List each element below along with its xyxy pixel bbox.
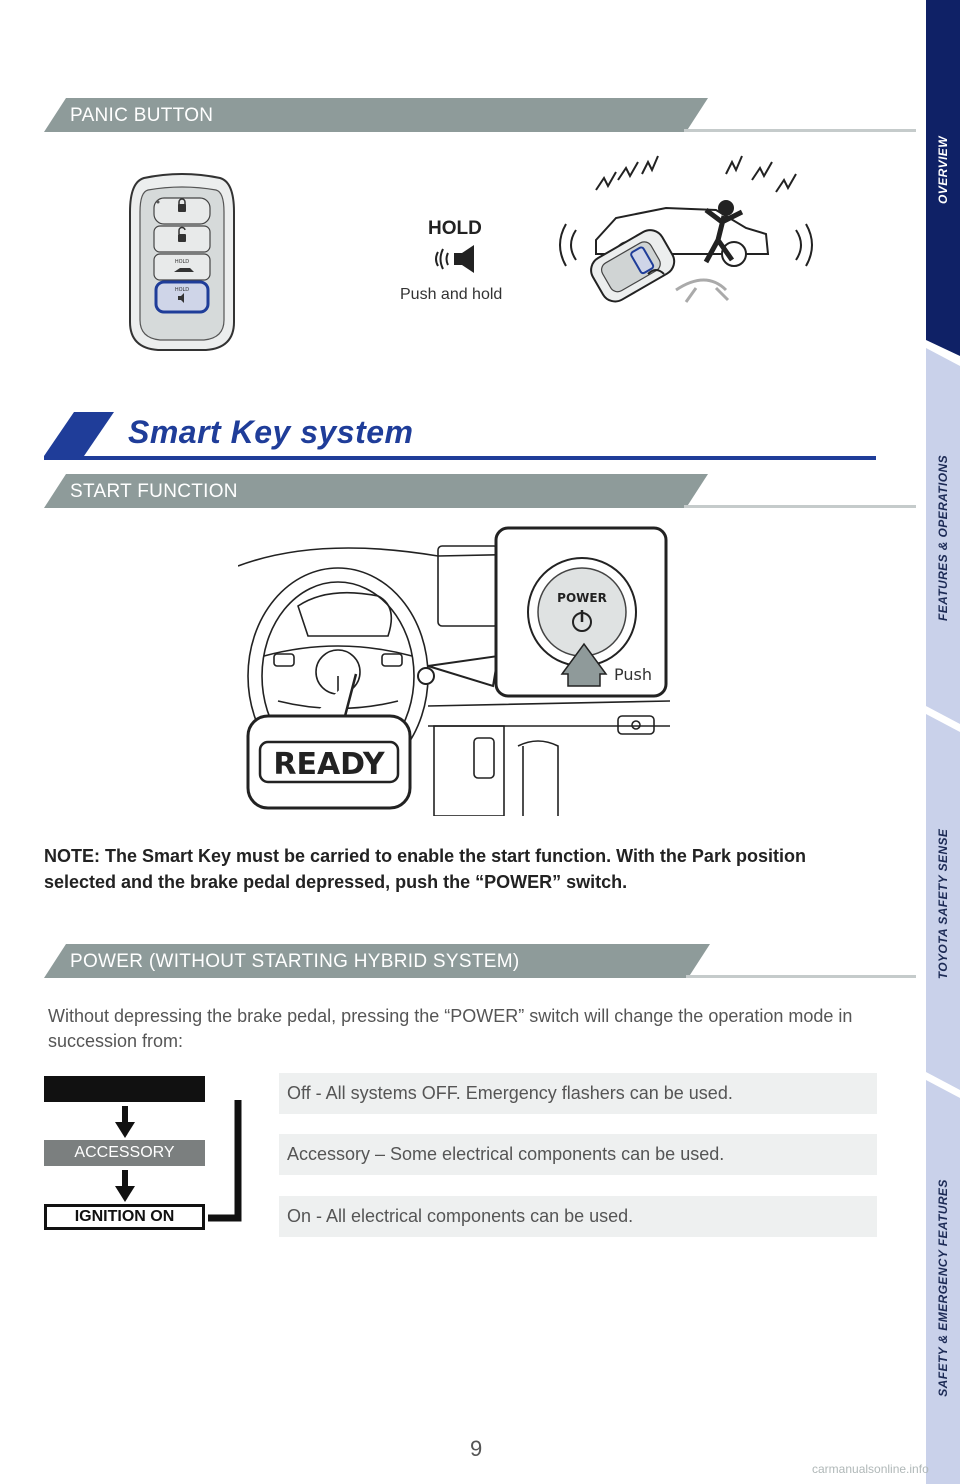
mode-cycle-arrows <box>100 1100 248 1224</box>
tab-safety-emergency[interactable] <box>926 1092 960 1484</box>
tab-safety-emergency-label: SAFETY & EMERGENCY FEATURES <box>936 1179 950 1397</box>
panic-speaker-icon <box>434 244 482 274</box>
arrow-down-icon-1 <box>115 1106 135 1138</box>
tab-overview[interactable] <box>926 0 960 340</box>
tab-toyota-safety-sense[interactable] <box>926 726 960 1082</box>
mode-off-box <box>44 1076 205 1102</box>
page-number: 9 <box>470 1436 483 1461</box>
start-function-note: NOTE: The Smart Key must be carried to enable the start function. With the Park position selected and the brake pedal depressed, push the “POWER” switch. <box>44 846 806 892</box>
smart-key-fob-illustration <box>126 172 238 354</box>
mode-accessory-description-row <box>279 1134 877 1175</box>
hold-label: HOLD <box>428 218 482 239</box>
tab-features-operations-label: FEATURES & OPERATIONS <box>936 455 950 621</box>
power-heading: POWER (WITHOUT STARTING HYBRID SYSTEM) <box>70 951 520 972</box>
power-intro-text: Without depressing the brake pedal, pressing the “POWER” switch will change the operation mode in succession from: <box>48 1006 853 1051</box>
tab-features-operations[interactable] <box>926 360 960 716</box>
push-label: Push <box>614 665 652 684</box>
fob-hold-text-1: HOLD <box>174 259 190 265</box>
fob-hold-text-2: HOLD <box>174 287 190 293</box>
tab-toyota-safety-sense-label: TOYOTA SAFETY SENSE <box>936 828 950 980</box>
mode-ignition-description-row <box>279 1196 877 1237</box>
mode-off-description: Off - All systems OFF. Emergency flashers can be used. <box>287 1083 733 1103</box>
start-function-heading: START FUNCTION <box>70 481 238 502</box>
power-switch-label: POWER <box>557 591 607 605</box>
ready-indicator-label: READY <box>273 747 385 782</box>
arrow-down-icon-2 <box>115 1170 135 1202</box>
mode-ignition-label: IGNITION ON <box>74 1208 175 1225</box>
dashboard-illustration <box>238 526 670 816</box>
mode-accessory-description: Accessory – Some electrical components can be used. <box>287 1144 725 1164</box>
push-and-hold-caption: Push and hold <box>400 286 503 303</box>
smart-key-title-bar <box>44 408 876 460</box>
mode-off-description-row <box>279 1073 877 1114</box>
panic-button-heading: PANIC BUTTON <box>70 105 214 126</box>
mode-ignition-description: On - All electrical components can be used. <box>287 1206 634 1226</box>
mode-accessory-label: ACCESSORY <box>74 1144 175 1161</box>
side-tabs <box>926 0 960 1484</box>
page-title: Smart Key system <box>128 414 414 450</box>
panic-alarm-scene-illustration <box>556 150 828 350</box>
watermark: carmanualsonline.info <box>812 1462 929 1476</box>
tab-overview-label: OVERVIEW <box>936 136 950 204</box>
